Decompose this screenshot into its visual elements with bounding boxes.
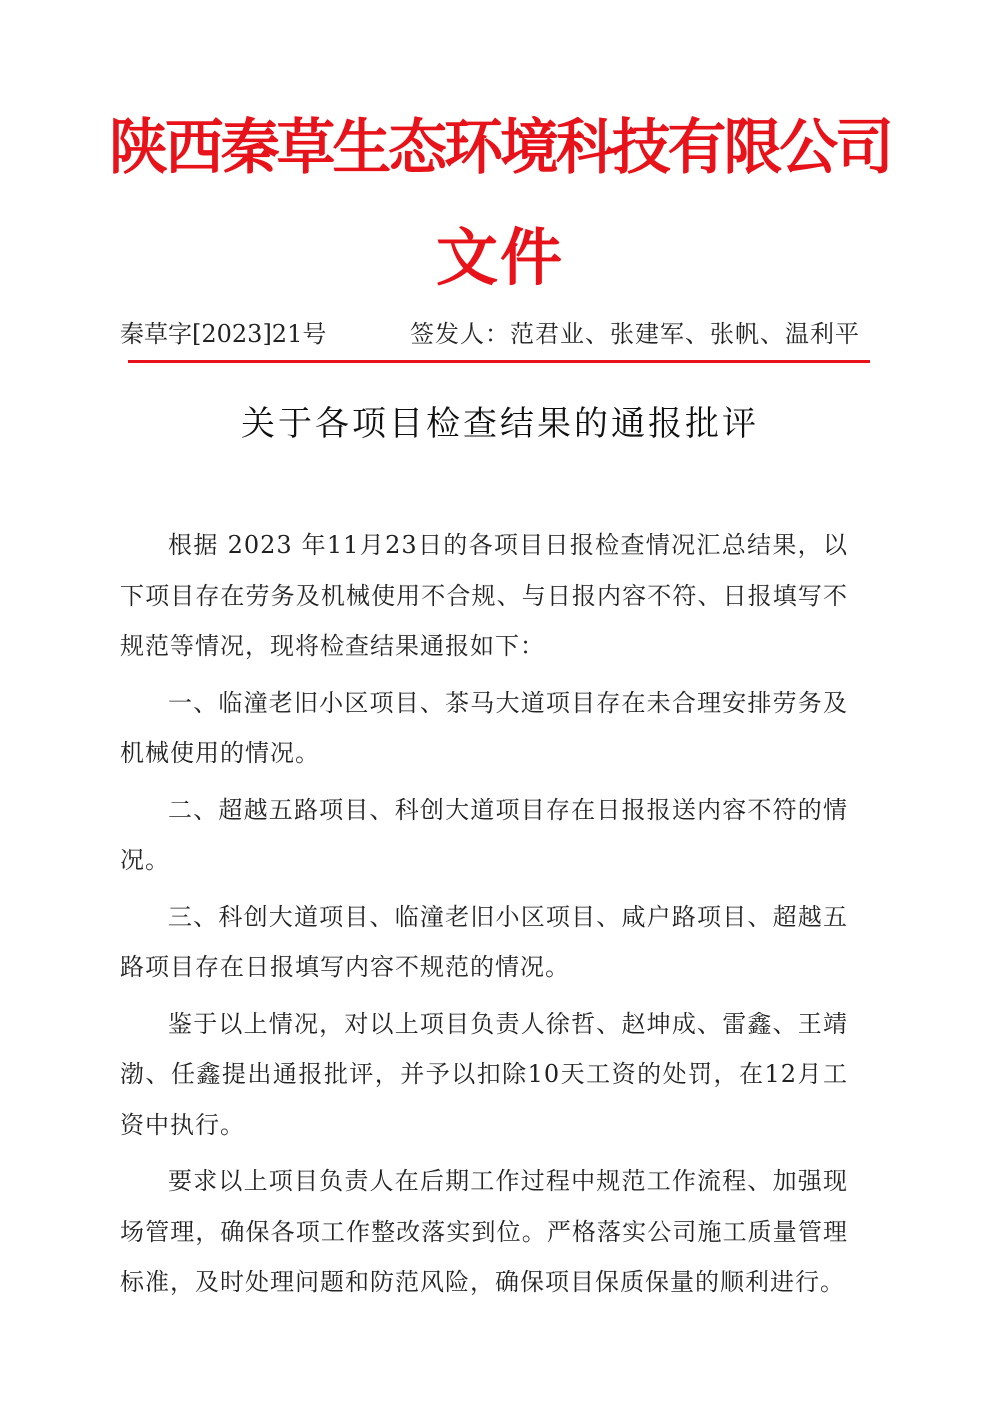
document-number: 秦草字[2023]21号 bbox=[120, 320, 327, 348]
paragraph-item-3: 三、科创大道项目、临潼老旧小区项目、咸户路项目、超越五路项目存在日报填写内容不规范的情况。 bbox=[120, 902, 848, 981]
document-title: 关于各项目检查结果的通报批评 bbox=[241, 404, 759, 444]
document-type: 文件 bbox=[435, 221, 564, 294]
document-body bbox=[120, 520, 848, 1314]
document-meta bbox=[120, 314, 860, 354]
paragraph-requirements: 要求以上项目负责人在后期工作过程中规范工作流程、加强现场管理，确保各项工作整改落实到位。严格落实公司施工质量管理标准，及时处理问题和防范风险，确保项目保质保量的顺利进行。 bbox=[120, 1167, 848, 1296]
paragraph-item-2: 二、超越五路项目、科创大道项目存在日报报送内容不符的情况。 bbox=[120, 795, 848, 874]
paragraph-penalty: 鉴于以上情况，对以上项目负责人徐哲、赵坤成、雷鑫、王靖渤、任鑫提出通报批评，并予以扣除10天工资的处罚，在12月工资中执行。 bbox=[120, 1009, 848, 1139]
paragraph-item-1: 一、临潼老旧小区项目、茶马大道项目存在未合理安排劳务及机械使用的情况。 bbox=[120, 688, 848, 767]
signer-line: 签发人：范君业、张建军、张帆、温利平 bbox=[410, 320, 860, 348]
organization-name: 陕西秦草生态环境科技有限公司 bbox=[108, 113, 892, 183]
red-divider bbox=[128, 360, 870, 363]
paragraph-intro: 根据 2023 年11月23日的各项目日报检查情况汇总结果，以下项目存在劳务及机械使用不合规、与日报内容不符、日报填写不规范等情况，现将检查结果通报如下： bbox=[120, 531, 848, 660]
